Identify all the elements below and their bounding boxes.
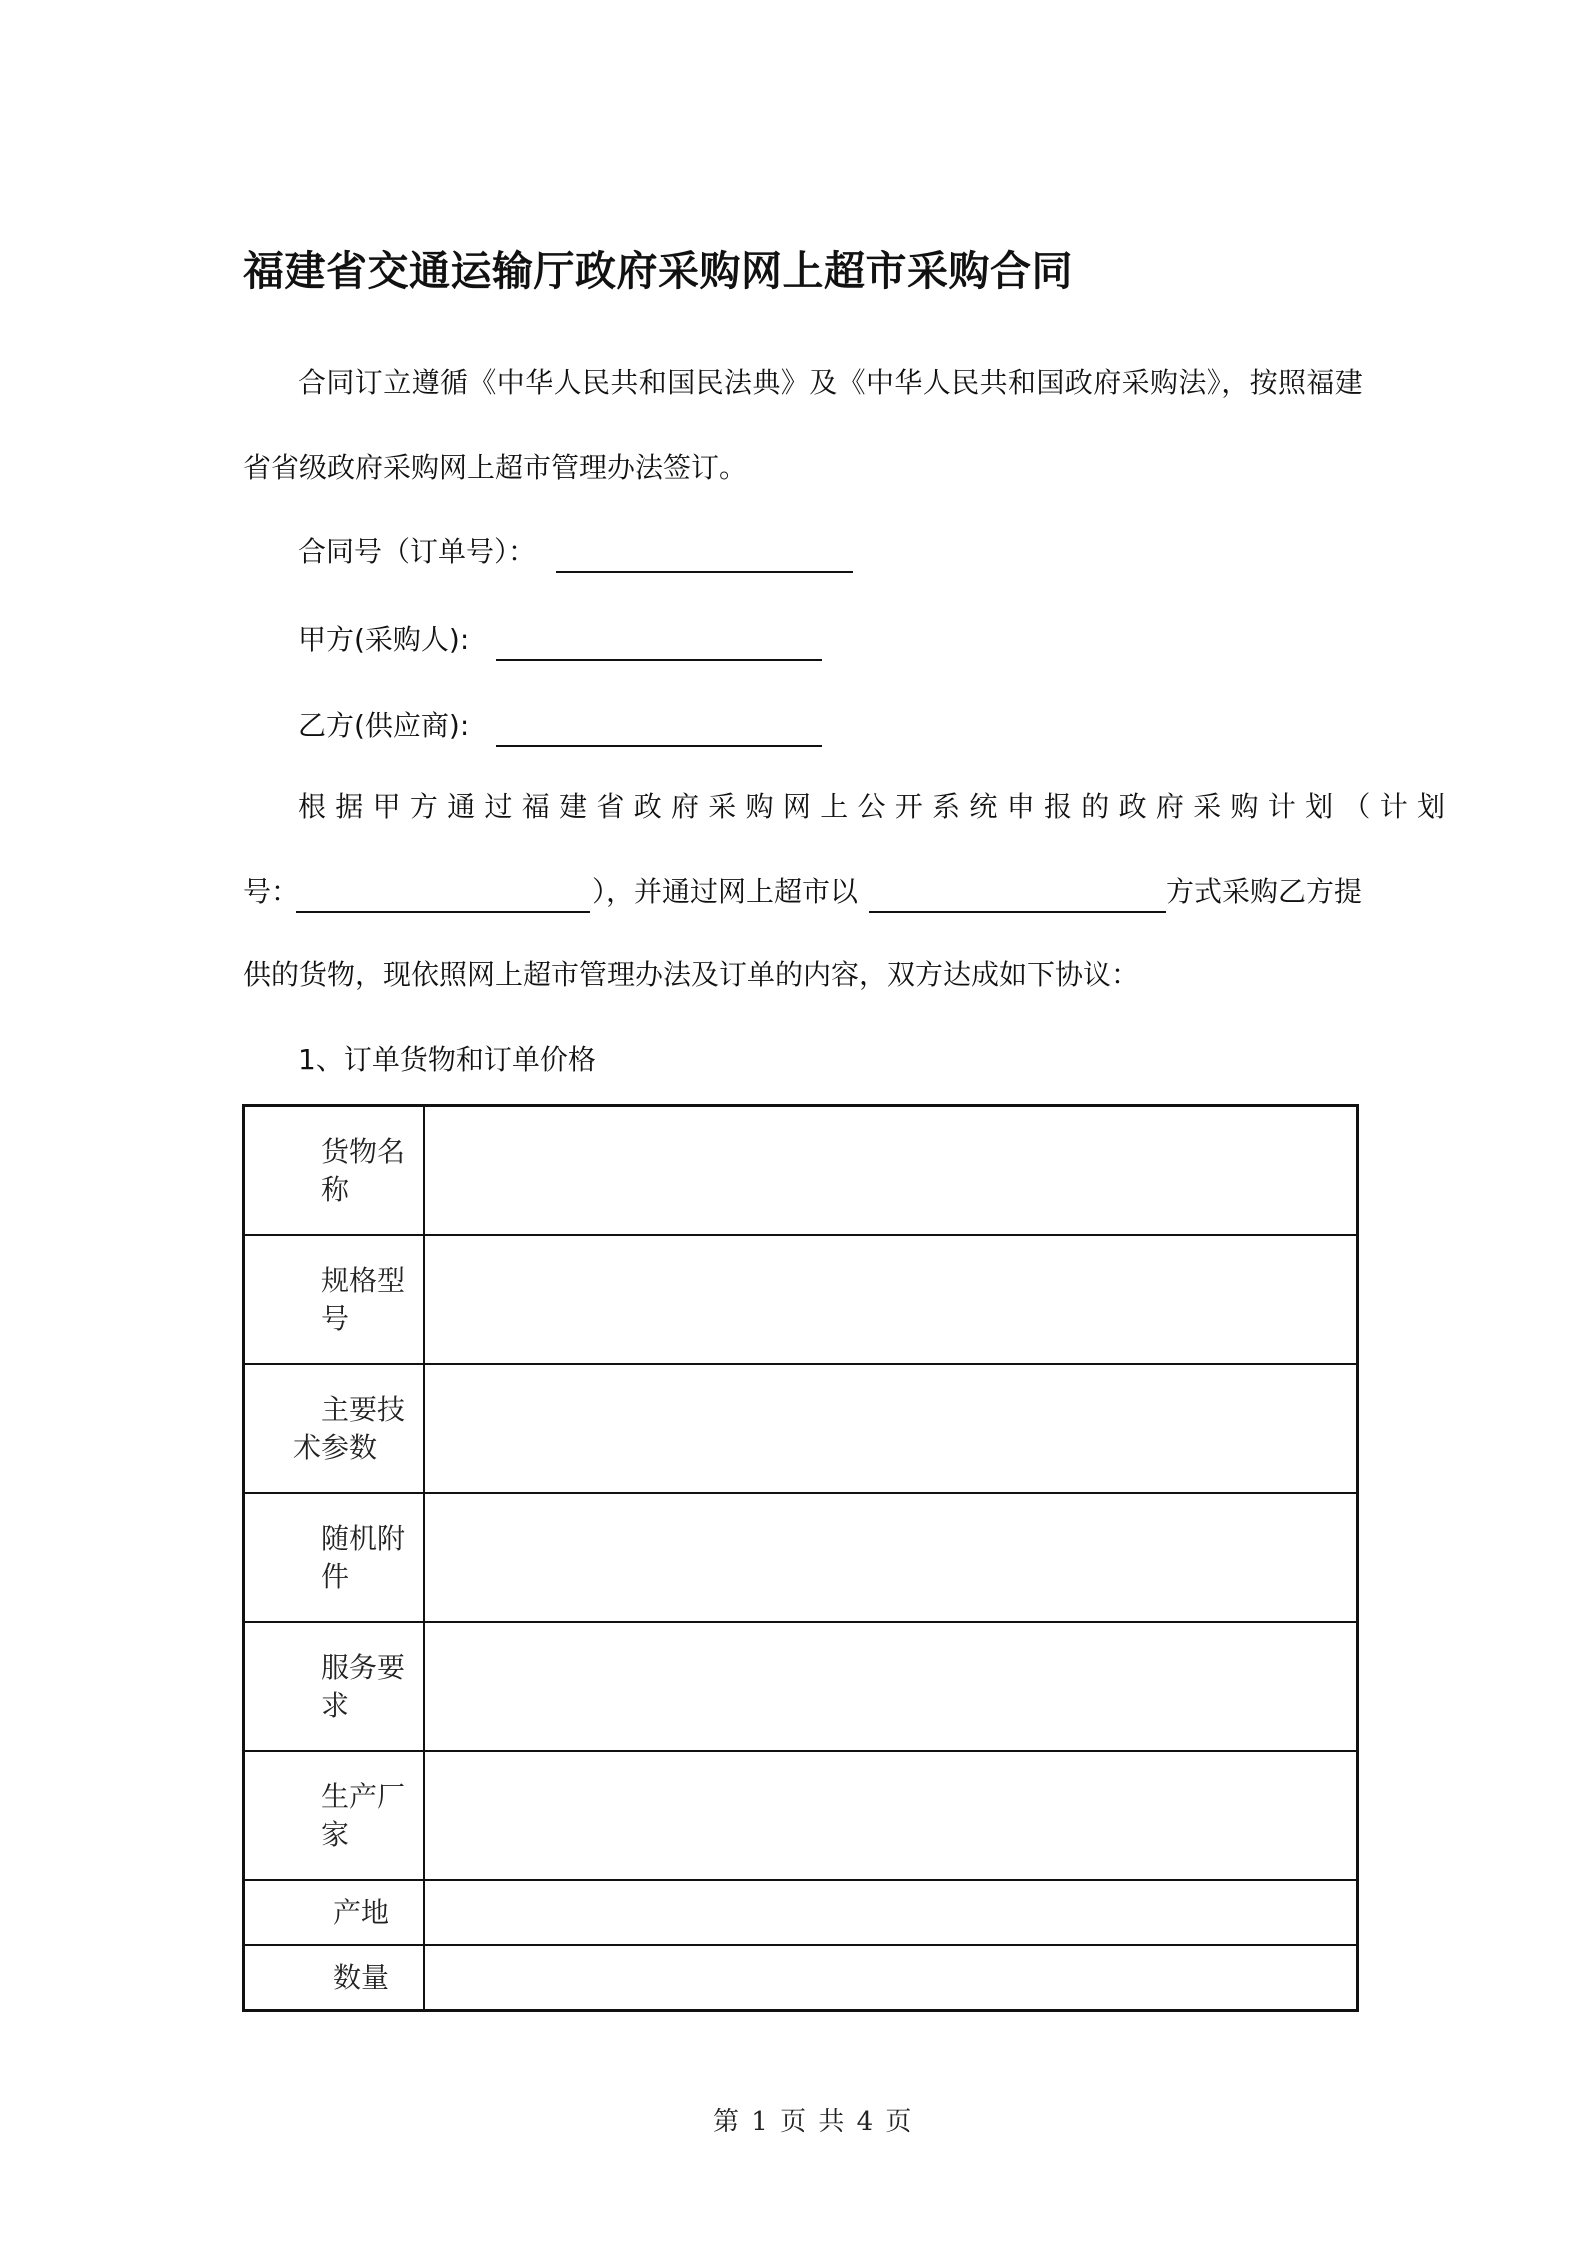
party-a-label: 甲方(采购人):: [298, 623, 470, 656]
party-a-field[interactable]: [496, 659, 822, 661]
contract-number-field[interactable]: [556, 571, 853, 573]
party-b-label: 乙方(供应商):: [298, 709, 470, 742]
table-row-goods-name: [244, 1106, 1358, 1236]
plan-number-field[interactable]: [296, 911, 590, 913]
row-label: 货物名 称: [244, 1106, 425, 1236]
service-cell[interactable]: [424, 1622, 1358, 1751]
row-label: 主要技 术参数: [244, 1364, 425, 1493]
accessories-cell[interactable]: [424, 1493, 1358, 1622]
table-row-service: [244, 1622, 1358, 1751]
table-row-tech-params: [244, 1364, 1358, 1493]
table-row-accessories: [244, 1493, 1358, 1622]
goods-table: [242, 1104, 1359, 2012]
origin-cell[interactable]: [424, 1880, 1358, 1945]
section-heading-goods-price: 1、订单货物和订单价格: [298, 1043, 596, 1076]
row-label: 数量: [244, 1945, 425, 2011]
row-label: 规格型 号: [244, 1235, 425, 1364]
basis-paragraph-line1: 根据甲方通过福建省政府采购网上公开系统申报的政府采购计划（计划: [298, 790, 1455, 823]
document-title: 福建省交通运输厅政府采购网上超市采购合同: [243, 247, 1073, 295]
page-footer: 第 1 页 共 4 页: [713, 2107, 914, 2137]
table-row-manufacturer: [244, 1751, 1358, 1880]
row-label: 服务要 求: [244, 1622, 425, 1751]
row-label: 随机附 件: [244, 1493, 425, 1622]
goods-name-cell[interactable]: [424, 1106, 1358, 1236]
basis-paragraph-end: 方式采购乙方提: [1166, 875, 1363, 908]
party-b-field[interactable]: [496, 745, 822, 747]
table-row-spec-model: [244, 1235, 1358, 1364]
spec-model-cell[interactable]: [424, 1235, 1358, 1364]
table-row-quantity: [244, 1945, 1358, 2011]
basis-paragraph-line3: 供的货物，现依照网上超市管理办法及订单的内容，双方达成如下协议：: [243, 958, 1140, 991]
table-row-origin: [244, 1880, 1358, 1945]
basis-paragraph-mid: ），并通过网上超市以: [592, 875, 859, 908]
purchase-method-field[interactable]: [869, 911, 1166, 913]
row-label: 生产厂 家: [244, 1751, 425, 1880]
tech-params-cell[interactable]: [424, 1364, 1358, 1493]
row-label: 产地: [244, 1880, 425, 1945]
manufacturer-cell[interactable]: [424, 1751, 1358, 1880]
quantity-cell[interactable]: [424, 1945, 1358, 2011]
intro-paragraph-line2: 省省级政府采购网上超市管理办法签订。: [243, 451, 748, 484]
basis-plan-number-label: 号：: [243, 875, 300, 908]
intro-paragraph-line1: 合同订立遵循《中华人民共和国民法典》及《中华人民共和国政府采购法》，按照福建: [298, 366, 1364, 399]
contract-number-label: 合同号（订单号）：: [298, 535, 537, 568]
